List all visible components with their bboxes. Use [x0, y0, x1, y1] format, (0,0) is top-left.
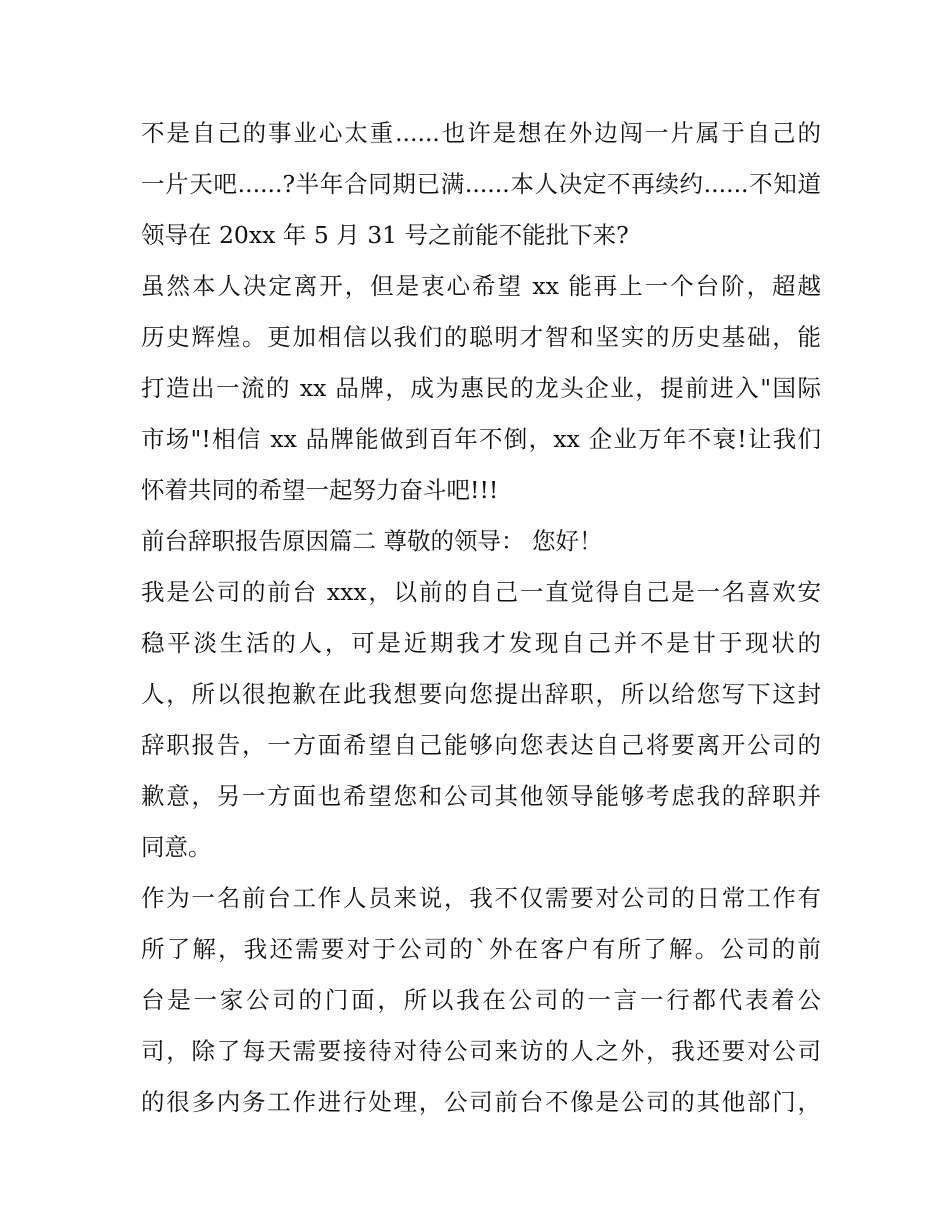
- text-line: 打造出一流的 xx 品牌，成为惠民的龙头企业，提前进入"国际: [141, 374, 821, 402]
- text-line: 歉意，另一方面也希望您和公司其他领导能够考虑我的辞职并: [141, 782, 821, 810]
- text-line: 不是自己的事业心太重......也许是想在外边闯一片属于自己的: [141, 119, 821, 147]
- text-line: 历史辉煌。更加相信以我们的聪明才智和坚实的历史基础，能: [141, 323, 821, 351]
- text-line: 领导在 20xx 年 5 月 31 号之前能不能批下来?: [141, 221, 629, 249]
- text-line: 同意。: [141, 833, 212, 861]
- document-body: [141, 108, 821, 1128]
- text-line: 所了解，我还需要对于公司的`外在客户有所了解。公司的前: [141, 935, 821, 963]
- text-line: 市场"!相信 xx 品牌能做到百年不倒，xx 企业万年不衰!让我们: [141, 425, 821, 453]
- text-line: 怀着共同的希望一起努力奋斗吧!!!: [141, 476, 499, 504]
- text-line: 台是一家公司的门面，所以我在公司的一言一行都代表着公: [141, 986, 821, 1014]
- text-line: 的很多内务工作进行处理，公司前台不像是公司的其他部门，: [141, 1088, 821, 1116]
- text-line: 我是公司的前台 xxx，以前的自己一直觉得自己是一名喜欢安: [141, 578, 821, 606]
- text-line: 辞职报告，一方面希望自己能够向您表达自己将要离开公司的: [141, 731, 821, 759]
- text-line: 一片天吧......?半年合同期已满......本人决定不再续约......不知道: [141, 170, 821, 198]
- text-line: 司，除了每天需要接待对待公司来访的人之外，我还要对公司: [141, 1037, 821, 1065]
- text-line: 稳平淡生活的人，可是近期我才发现自己并不是甘于现状的: [141, 629, 821, 657]
- text-line: 作为一名前台工作人员来说，我不仅需要对公司的日常工作有: [141, 884, 821, 912]
- section-heading: 前台辞职报告原因篇二 尊敬的领导： 您好！: [141, 527, 603, 555]
- text-line: 虽然本人决定离开，但是衷心希望 xx 能再上一个台阶，超越: [141, 272, 821, 300]
- text-line: 人，所以很抱歉在此我想要向您提出辞职，所以给您写下这封: [141, 680, 821, 708]
